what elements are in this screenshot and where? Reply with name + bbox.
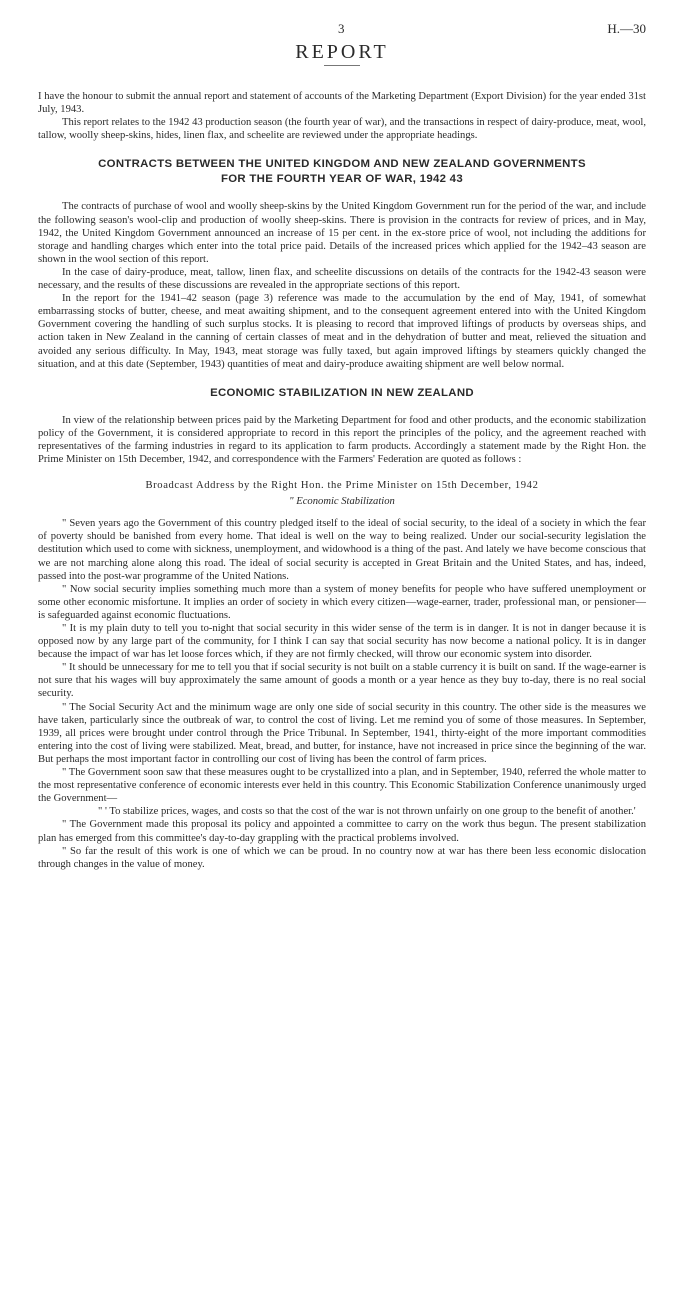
contracts-heading-line-1: CONTRACTS BETWEEN THE UNITED KINGDOM AND NEW ZEALAND GOVERNMENTS xyxy=(98,158,586,171)
quote-paragraph-7: " ' To stabilize prices, wages, and costs so that the cost of the war is not thrown unfairly on one group to the benefit of another.' xyxy=(98,806,636,818)
quote-paragraph-4: " It should be unnecessary for me to tell you that if social security is not built on a stable currency it is built on sand. If the wage-earner is not sure that his wages will buy approximately the same amount of goods a month or a year hence as they buy to-day, there is no real social security. xyxy=(38,662,646,700)
page-number: 3 xyxy=(338,21,345,36)
quote-paragraph-8: " The Government made this proposal its policy and appointed a committee to carry on the work thus begun. The present stabilization plan has emerged from this committee's day-to-day grappling with the practical problems involved. xyxy=(38,819,646,844)
report-title: REPORT xyxy=(295,41,389,63)
intro-paragraph-1: I have the honour to submit the annual report and statement of accounts of the Marketing Department (Export Division) for the year ended 31st July, 1943. xyxy=(38,91,646,116)
broadcast-title: Broadcast Address by the Right Hon. the Prime Minister on 15th December, 1942 xyxy=(145,480,539,492)
quote-paragraph-1: " Seven years ago the Government of this country pledged itself to the ideal of social security, to the ideal of a society in which the fear of poverty should be banished from every home. That ideal is well on the way to being realized. Under our social-security legislation the destitution which used to come with sickness, unemployment, and widowhood is a thing of the past. And lately we have become conscious that we are not marching alone along this road. The ideal of social security is accepted in Great Britain and the United States, and has, indeed, passed into the post-war programme of the United Nations. xyxy=(38,518,646,582)
contracts-heading-line-2: FOR THE FOURTH YEAR OF WAR, 1942 43 xyxy=(221,173,463,186)
title-rule xyxy=(324,65,360,66)
quote-paragraph-9: " So far the result of this work is one of which we can be proud. In no country now at war has there been less economic dislocation through changes in the value of money. xyxy=(38,845,646,870)
quote-paragraph-5: " The Social Security Act and the minimum wage are only one side of social security in this country. The other side is the measures we have taken, particularly since the outbreak of war, to control the cost of living. Let me remind you of some of those measures. In September, 1939, all prices were brought under control through the Price Tribunal. In September, 1941, thirty-eight of the more important commodities entering into the cost of living were stabilized. Meat, bread, and butter, for instance, have not increased in price since the beginning of the war. But perhaps the most important factor in controlling our cost of living has been the control of farm prices. xyxy=(38,701,646,765)
page-header xyxy=(38,18,646,38)
quote-paragraph-6: " The Government soon saw that these measures ought to be crystallized into a plan, and in September, 1940, referred the whole matter to the most representative conference of economic interests ever held in this country. This Economic Stabilization Conference unanimously urged the Government— xyxy=(38,767,646,805)
quote-paragraph-2: " Now social security implies something much more than a system of money benefits for people who have suffered unemployment or some other economic misfortune. It implies an order of society in which every citizen—wage-earner, trader, professional man, or pensioner—is safeguarded against economic fluctuations. xyxy=(38,583,646,621)
contracts-paragraph-1: The contracts of purchase of wool and woolly sheep-skins by the United Kingdom Government run for the period of the war, and include the following season's wool-clip and production of woolly sheep-skins. There is provision in the contracts for review of prices, and in May, 1942, the United Kingdom Government announced an increase of 15 per cent. in the ex-store price of wool, not including the additions for storage and handling charges which enter into the total price paid. Details of the increased prices which applied for the 1942–43 season are shown in the wool section of this report. xyxy=(38,201,646,265)
contracts-paragraph-3: In the report for the 1941–42 season (page 3) reference was made to the accumulation by the end of May, 1941, of somewhat embarrassing stocks of butter, cheese, and meat awaiting shipment, and to the consequent agreement entered into with the United Kingdom Government covering the handling of such surplus stocks. It is pleasing to record that improved liftings of products by overseas ships, and action taken in New Zealand in the canning of certain classes of meat and in the dehydration of butter and meat, relieved the situation and avoided any serious difficulty. In May, 1943, meat storage was fully taxed, but again improved liftings by steamers quickly changed the situation, and at this date (September, 1943) quantities of meat and dairy-produce awaiting shipment are well below normal. xyxy=(38,293,646,370)
contracts-heading xyxy=(38,157,646,187)
stabilization-heading: ECONOMIC STABILIZATION IN NEW ZEALAND xyxy=(210,386,474,399)
document-reference: H.—30 xyxy=(607,21,646,36)
quote-paragraph-3: " It is my plain duty to tell you to-night that social security in this wider sense of the term is in danger. It is not in danger because it is opposed now by any large part of the community, for I think I can say that social security has now become a national policy. It is in danger because the impact of war has let loose forces which, if they are not firmly checked, will throw our economic system into disorder. xyxy=(38,623,646,661)
stabilization-paragraph-1: In view of the relationship between prices paid by the Marketing Department for food and other products, and the economic stabilization policy of the Government, it is considered appropriate to record in this report the principles of the policy, and the agreement reached with representatives of the farming industries in regard to its application to farm products. Accordingly a statement made by the Right Hon. the Prime Minister on 15th December, 1942, and correspondence with the Farmers' Federation are quoted as follows : xyxy=(38,414,646,465)
broadcast-subtitle: " Economic Stabilization xyxy=(289,496,395,508)
contracts-paragraph-2: In the case of dairy-produce, meat, tallow, linen flax, and scheelite discussions on details of the contracts for the 1942-43 season were necessary, and the results of these discussions are revealed in the appropriate sections of this report. xyxy=(38,266,646,292)
intro-paragraph-2: This report relates to the 1942 43 production season (the fourth year of war), and the transactions in respect of dairy-produce, meat, wool, tallow, woolly sheep-skins, hides, linen flax, and scheelite are reviewed under the appropriate headings. xyxy=(38,117,646,142)
